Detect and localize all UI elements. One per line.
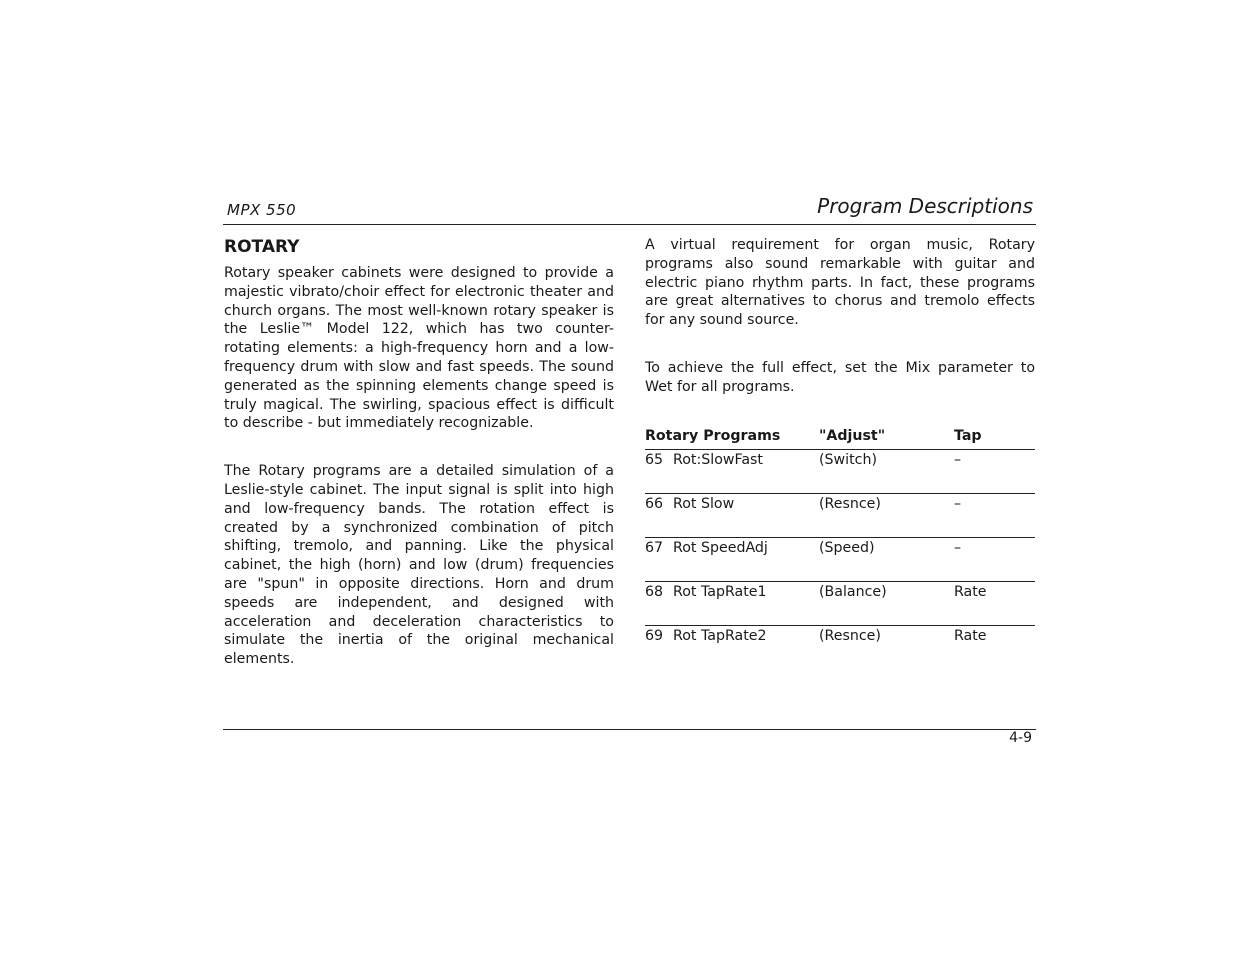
adjust-cell: (Switch)	[819, 449, 954, 493]
rotary-simulation-paragraph: The Rotary programs are a detailed simulation of a Leslie-style cabinet. The input signal is split into high and low-frequency bands. The rotation effect is created by a synchronized combination of pitch shifting, tremolo, and panning. Like the physical cabinet, the high (horn) and low (drum) frequencies are "spun" in opposite directions. Horn and drum speeds are independent, and designed with acceleration and deceleration characteristics to simulate the inertia of the original mechanical elements.	[224, 463, 614, 668]
rotary-intro-paragraph: Rotary speaker cabinets were designed to provide a majestic vibrato/choir effect for electronic theater and church organs. The most well-known rotary speaker is the Leslie™ Model 122, which has two counter-rotating elements: a high-frequency horn and a low-frequency drum with slow and fast speeds. The sound generated as the spinning elements change speed is truly magical. The swirling, spacious effect is difficult to describe - but immediately recognizable.	[224, 265, 614, 432]
table-row	[645, 537, 1035, 581]
program-number: 69	[645, 627, 664, 644]
adjust-cell: (Resnce)	[819, 627, 881, 644]
paragraph-gap	[645, 330, 1035, 359]
program-name: Rot Slow	[673, 495, 735, 512]
header-rule	[223, 224, 1036, 225]
program-cell	[645, 493, 819, 537]
program-cell	[645, 537, 819, 581]
adjust-cell: (Balance)	[819, 581, 954, 625]
mix-parameter-paragraph: To achieve the full effect, set the Mix parameter to Wet for all programs.	[645, 359, 1035, 395]
rotary-heading: ROTARY	[224, 237, 300, 257]
column-header-adjust: "Adjust"	[819, 427, 954, 450]
program-number: 68	[645, 583, 664, 600]
tap-cell: –	[954, 449, 1035, 493]
program-number: 67	[645, 539, 664, 556]
page-number: 4-9	[1009, 730, 1032, 746]
program-name: Rot TapRate1	[673, 583, 767, 600]
tap-cell: Rate	[954, 581, 1035, 625]
section-title: Program Descriptions	[817, 194, 1033, 218]
model-name: MPX 550	[227, 201, 297, 219]
table-row	[645, 493, 1035, 537]
tap-cell: –	[954, 493, 1035, 537]
program-name: Rot SpeedAdj	[673, 539, 768, 556]
rotary-programs-table	[645, 427, 1035, 669]
program-number: 65	[645, 451, 664, 468]
program-name: Rot:SlowFast	[673, 451, 763, 468]
left-column	[224, 236, 614, 669]
tap-cell: Rate	[954, 627, 987, 644]
column-header-programs: Rotary Programs	[645, 427, 819, 450]
adjust-cell: (Resnce)	[819, 493, 954, 537]
program-cell	[645, 625, 819, 669]
footer-rule	[223, 729, 1036, 730]
program-cell	[645, 449, 819, 493]
paragraph-gap	[645, 397, 1035, 427]
column-header-tap: Tap	[954, 427, 1035, 450]
paragraph-gap	[224, 433, 614, 462]
table-row	[645, 449, 1035, 493]
adjust-cell: (Speed)	[819, 537, 954, 581]
program-cell	[645, 581, 819, 625]
table-row	[645, 625, 1035, 669]
right-column	[645, 236, 1035, 669]
table-row	[645, 581, 1035, 625]
organ-music-paragraph: A virtual requirement for organ music, Rotary programs also sound remarkable with guitar and electric piano rhythm parts. In fact, these programs are great alternatives to chorus and tremolo effects for any sound source.	[645, 237, 1035, 329]
tap-cell: –	[954, 537, 1035, 581]
program-name: Rot TapRate2	[673, 627, 767, 644]
program-number: 66	[645, 495, 664, 512]
table-header-row	[645, 427, 1035, 450]
